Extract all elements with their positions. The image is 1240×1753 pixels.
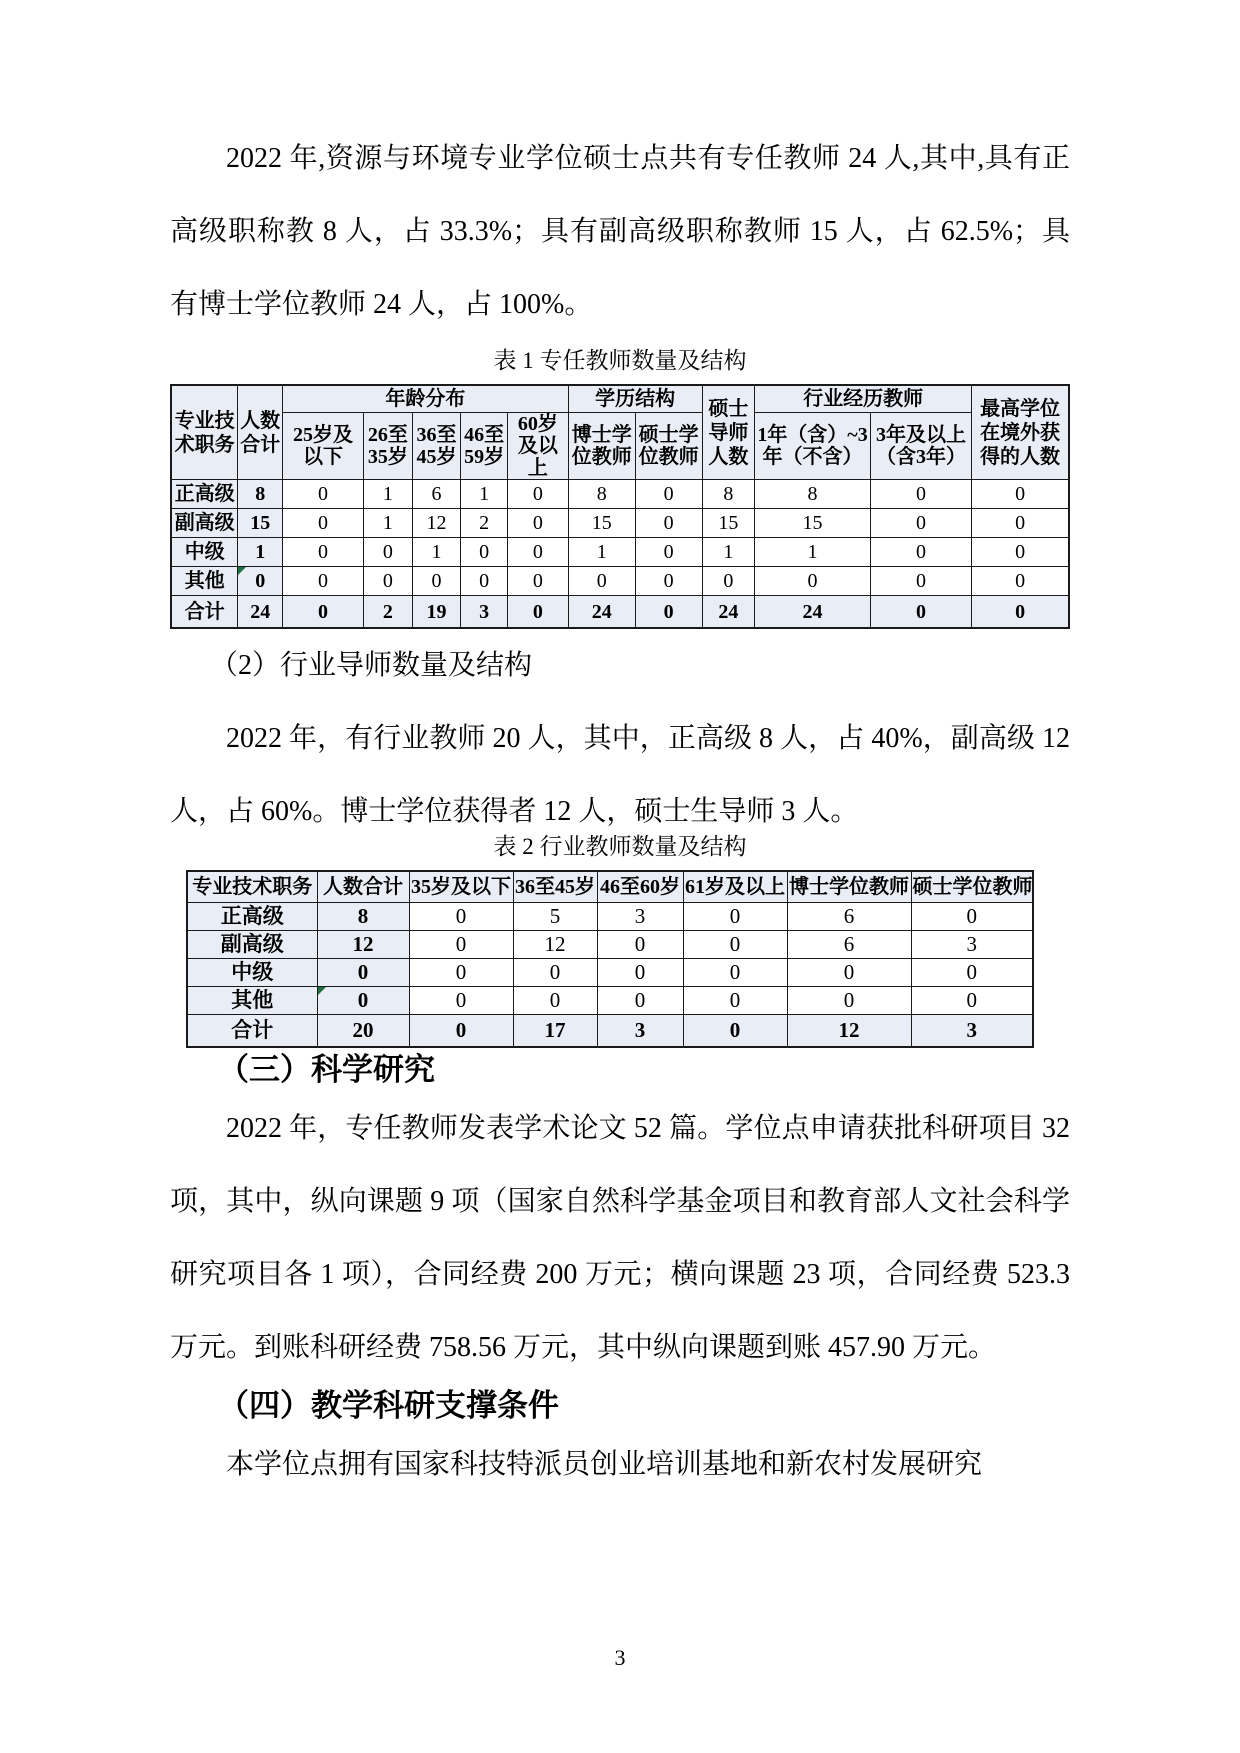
table-cell: 0 — [409, 959, 513, 987]
table-cell: 0 — [409, 1015, 513, 1048]
table-cell: 0 — [972, 509, 1069, 538]
table-cell: 8 — [568, 480, 635, 509]
t2-header-total: 人数合计 — [317, 871, 409, 903]
t2-row-label: 合计 — [187, 1015, 317, 1048]
table-cell: 0 — [911, 903, 1033, 931]
table-cell: 0 — [513, 959, 597, 987]
t1-header-age1: 25岁及以下 — [282, 413, 363, 480]
table-cell: 6 — [787, 903, 911, 931]
table-cell: 0 — [911, 987, 1033, 1015]
t1-row-label: 中级 — [171, 538, 238, 567]
t2-header-age4: 61岁及以上 — [683, 871, 787, 903]
table-cell: 0 — [513, 987, 597, 1015]
table-cell: 3 — [597, 903, 683, 931]
table-cell: 0 — [755, 567, 871, 596]
t1-header-supervisor: 硕士导师人数 — [702, 385, 755, 480]
table-cell: 0 — [597, 987, 683, 1015]
t2-header-age1: 35岁及以下 — [409, 871, 513, 903]
table-cell: 8 — [702, 480, 755, 509]
table-cell: 0 — [787, 987, 911, 1015]
paragraph-industry-summary: 2022 年，有行业教师 20 人，其中，正高级 8 人，占 40%，副高级 12 人，占 60%。博士学位获得者 12 人，硕士生导师 3 人。 — [170, 723, 1070, 827]
table-cell: 0 — [412, 567, 461, 596]
table-row — [171, 567, 1069, 596]
t2-header-job: 专业技术职务 — [187, 871, 317, 903]
t1-header-edu-group: 学历结构 — [568, 385, 702, 413]
table-cell: 0 — [683, 931, 787, 959]
table-cell: 0 — [870, 480, 971, 509]
table-cell: 0 — [870, 538, 971, 567]
table-cell: 2 — [461, 509, 508, 538]
table-total-row — [171, 596, 1069, 629]
table-cell: 0 — [972, 480, 1069, 509]
table-row — [187, 931, 1033, 959]
t1-row-label: 正高级 — [171, 480, 238, 509]
cell-comment-marker-icon — [318, 987, 326, 995]
table-cell: 0 — [282, 538, 363, 567]
table-cell: 0 — [870, 509, 971, 538]
table-cell: 8 — [755, 480, 871, 509]
table-cell: 8 — [238, 480, 283, 509]
table-cell: 0 — [683, 959, 787, 987]
t1-header-industry1: 1年（含）~3年（不含） — [755, 413, 871, 480]
page-number: 3 — [614, 1645, 626, 1670]
t1-row-label: 合计 — [171, 596, 238, 629]
t2-row-label: 其他 — [187, 987, 317, 1015]
table-cell: 0 — [409, 987, 513, 1015]
table-cell: 1 — [364, 480, 413, 509]
table-cell: 24 — [755, 596, 871, 629]
table-cell: 0 — [597, 959, 683, 987]
t1-header-total: 人数合计 — [238, 385, 283, 480]
t1-header-age4: 46至59岁 — [461, 413, 508, 480]
table-cell: 6 — [412, 480, 461, 509]
table-cell: 0 — [870, 567, 971, 596]
table-cell: 12 — [787, 1015, 911, 1048]
paragraph-research: 2022 年，专任教师发表学术论文 52 篇。学位点申请获批科研项目 32 项，其中，纵向课题 9 项（国家自然科学基金项目和教育部人文社会科学研究项目各 1 项），合同经费 200 万元；横向课题 23 项，合同经费 523.3 万元。到账科研经费 758.56 万元，其中纵向课题到账 457.90 万元。 — [170, 1113, 1070, 1363]
table-row — [171, 538, 1069, 567]
table-cell: 0 — [409, 931, 513, 959]
table-cell: 19 — [412, 596, 461, 629]
table-cell: 0 — [282, 567, 363, 596]
table-cell: 0 — [683, 903, 787, 931]
paragraph-faculty-summary: 2022 年,资源与环境专业学位硕士点共有专任教师 24 人,其中,具有正高级职称教 8 人，占 33.3%；具有副高级职称教师 15 人，占 62.5%；具有博士学位教师 24 人，占 100%。 — [170, 143, 1070, 320]
t1-header-age3: 36至45岁 — [412, 413, 461, 480]
table-cell: 3 — [597, 1015, 683, 1048]
table-cell: 1 — [364, 509, 413, 538]
table-cell: 24 — [702, 596, 755, 629]
table-cell: 15 — [568, 509, 635, 538]
t1-header-age5: 60岁及以上 — [507, 413, 568, 480]
table-cell: 0 — [507, 509, 568, 538]
table-cell: 0 — [702, 567, 755, 596]
table-cell: 3 — [461, 596, 508, 629]
t1-row-label: 其他 — [171, 567, 238, 596]
table-cell: 0 — [568, 567, 635, 596]
table-cell: 24 — [568, 596, 635, 629]
table-cell: 1 — [755, 538, 871, 567]
table-cell: 0 — [635, 480, 702, 509]
t1-header-overseas: 最高学位在境外获得的人数 — [972, 385, 1069, 480]
table-cell: 12 — [513, 931, 597, 959]
table-cell: 0 — [635, 509, 702, 538]
table-cell: 0 — [282, 509, 363, 538]
table-cell: 0 — [238, 567, 283, 596]
t1-row-label: 副高级 — [171, 509, 238, 538]
table-row — [187, 903, 1033, 931]
table-cell: 6 — [787, 931, 911, 959]
table-cell: 24 — [238, 596, 283, 629]
table-cell: 1 — [568, 538, 635, 567]
table1-title: 表 1 专任教师数量及结构 — [493, 348, 747, 373]
table-cell: 0 — [972, 567, 1069, 596]
table2-industry-structure — [186, 870, 1034, 1048]
table-cell: 0 — [787, 959, 911, 987]
t1-header-industry2: 3年及以上（含3年） — [870, 413, 971, 480]
table1-faculty-structure — [170, 384, 1070, 629]
table-cell: 0 — [911, 959, 1033, 987]
table-cell: 15 — [755, 509, 871, 538]
section-heading-support: （四）教学科研支撑条件 — [218, 1388, 559, 1423]
table-cell: 5 — [513, 903, 597, 931]
table-cell: 0 — [683, 1015, 787, 1048]
table-cell: 0 — [507, 538, 568, 567]
table-cell: 0 — [364, 538, 413, 567]
t2-header-master: 硕士学位教师 — [911, 871, 1033, 903]
table-cell: 1 — [238, 538, 283, 567]
table-cell: 0 — [282, 596, 363, 629]
table-cell: 0 — [507, 480, 568, 509]
table-row — [171, 480, 1069, 509]
t1-header-edu1: 博士学位教师 — [568, 413, 635, 480]
t1-header-age-group: 年龄分布 — [282, 385, 568, 413]
table-cell: 17 — [513, 1015, 597, 1048]
table-cell: 1 — [702, 538, 755, 567]
table-cell: 15 — [238, 509, 283, 538]
table-cell: 1 — [461, 480, 508, 509]
table-cell: 0 — [683, 987, 787, 1015]
t1-header-job: 专业技术职务 — [171, 385, 238, 480]
t1-header-industry-group: 行业经历教师 — [755, 385, 972, 413]
t2-header-age3: 46至60岁 — [597, 871, 683, 903]
table-cell: 0 — [461, 567, 508, 596]
t1-header-age2: 26至35岁 — [364, 413, 413, 480]
t1-header-edu2: 硕士学位教师 — [635, 413, 702, 480]
table-cell: 0 — [870, 596, 971, 629]
table-cell: 0 — [972, 596, 1069, 629]
table-cell: 0 — [461, 538, 508, 567]
table-cell: 0 — [317, 987, 409, 1015]
table-cell: 0 — [635, 596, 702, 629]
table-cell: 0 — [507, 567, 568, 596]
subsection-heading-industry: （2）行业导师数量及结构 — [210, 650, 533, 681]
table-cell: 2 — [364, 596, 413, 629]
table-cell: 12 — [317, 931, 409, 959]
table-cell: 8 — [317, 903, 409, 931]
table-cell: 15 — [702, 509, 755, 538]
table-cell: 0 — [635, 538, 702, 567]
paragraph-support: 本学位点拥有国家科技特派员创业培训基地和新农村发展研究 — [226, 1449, 983, 1480]
t2-header-age2: 36至45岁 — [513, 871, 597, 903]
table-cell: 3 — [911, 1015, 1033, 1048]
table2-title: 表 2 行业教师数量及结构 — [493, 834, 747, 859]
table-cell: 0 — [409, 903, 513, 931]
table-cell: 3 — [911, 931, 1033, 959]
table-cell: 0 — [282, 480, 363, 509]
t2-row-label: 正高级 — [187, 903, 317, 931]
t2-row-label: 中级 — [187, 959, 317, 987]
table-cell: 20 — [317, 1015, 409, 1048]
table-cell: 0 — [507, 596, 568, 629]
table-cell: 0 — [364, 567, 413, 596]
t2-header-doctor: 博士学位教师 — [787, 871, 911, 903]
table-row — [171, 509, 1069, 538]
table-cell: 12 — [412, 509, 461, 538]
table-total-row — [187, 1015, 1033, 1048]
table-cell: 0 — [635, 567, 702, 596]
table-row — [187, 959, 1033, 987]
table-cell: 0 — [597, 931, 683, 959]
table-cell: 1 — [412, 538, 461, 567]
section-heading-research: （三）科学研究 — [218, 1052, 435, 1087]
cell-comment-marker-icon — [238, 567, 246, 575]
table-cell: 0 — [972, 538, 1069, 567]
table-cell: 0 — [317, 959, 409, 987]
table-row — [187, 987, 1033, 1015]
t2-row-label: 副高级 — [187, 931, 317, 959]
